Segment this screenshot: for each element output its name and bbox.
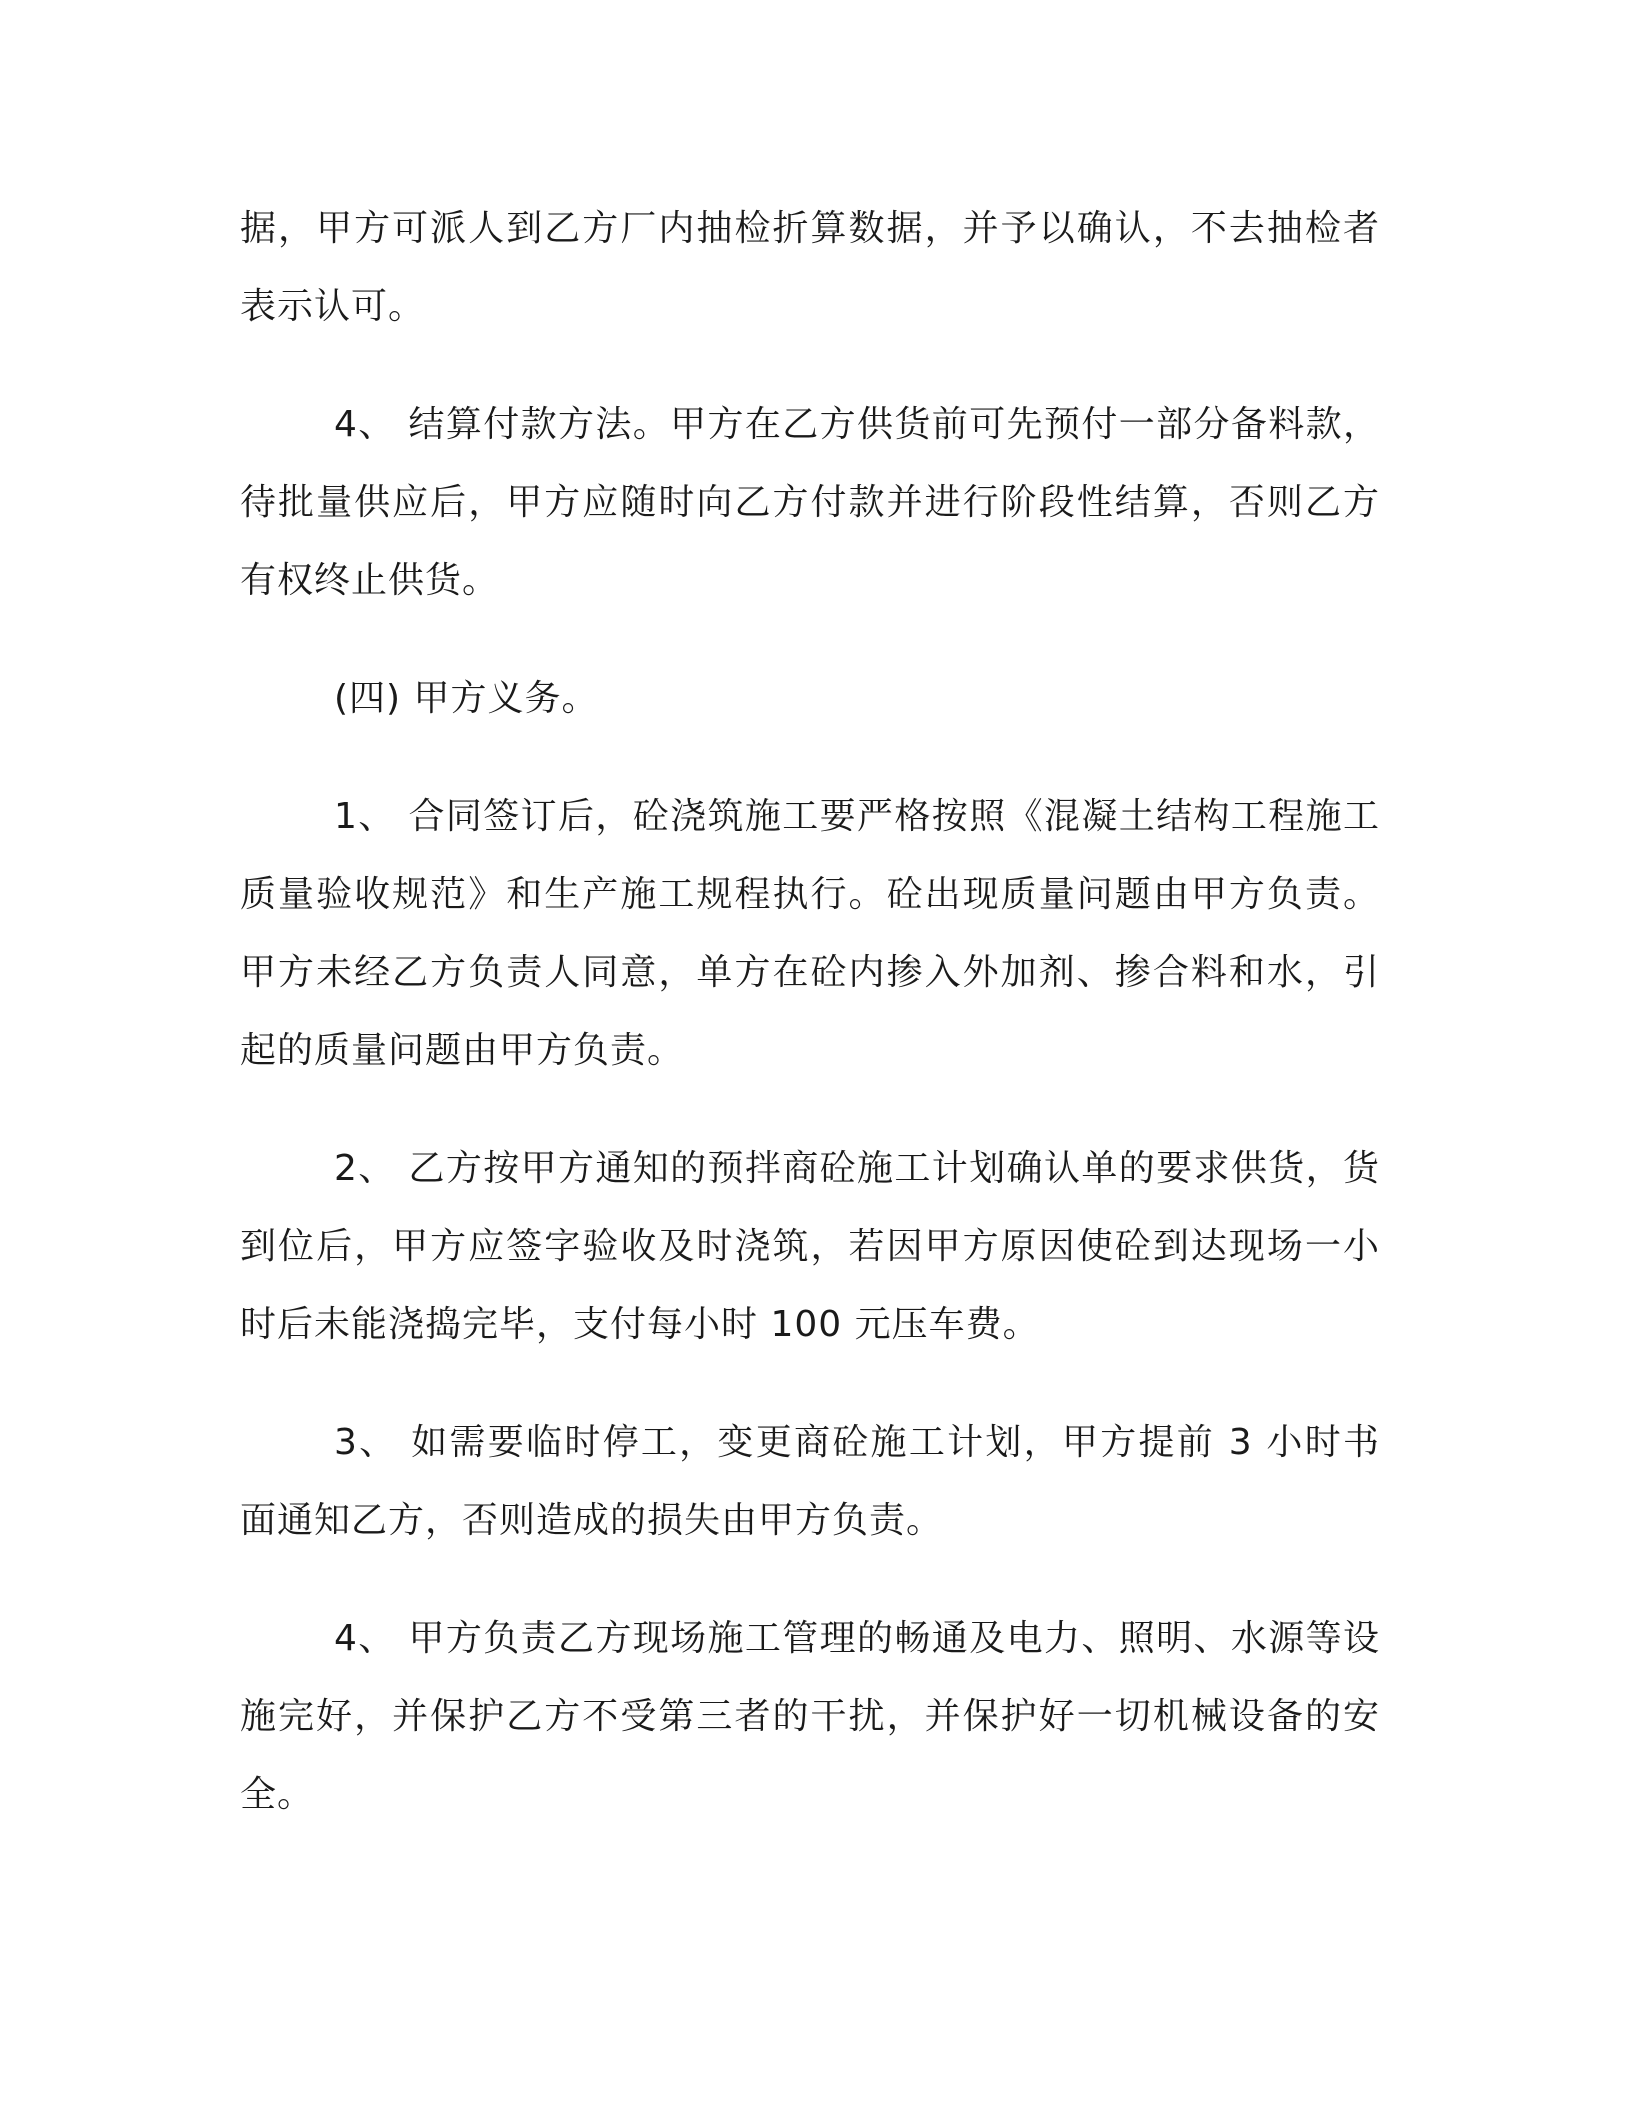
paragraph-obligation-2: 2、 乙方按甲方通知的预拌商砼施工计划确认单的要求供货，货到位后，甲方应签字验收及时浇筑，若因甲方原因使砼到达现场一小时后未能浇捣完毕，支付每小时 100 元压车费。	[240, 1148, 1380, 1345]
paragraph-settlement-payment: 4、 结算付款方法。甲方在乙方供货前可先预付一部分备料款，待批量供应后，甲方应随时向乙方付款并进行阶段性结算，否则乙方有权终止供货。	[240, 404, 1380, 601]
paragraph-obligation-3: 3、 如需要临时停工，变更商砼施工计划，甲方提前 3 小时书面通知乙方，否则造成的损失由甲方负责。	[240, 1422, 1380, 1541]
document-body	[240, 190, 1380, 1834]
section-heading-party-a-obligations: (四) 甲方义务。	[334, 678, 599, 719]
paragraph-obligation-4: 4、 甲方负责乙方现场施工管理的畅通及电力、照明、水源等设施完好，并保护乙方不受第三者的干扰，并保护好一切机械设备的安全。	[240, 1618, 1380, 1815]
paragraph-obligation-1: 1、 合同签订后，砼浇筑施工要严格按照《混凝土结构工程施工质量验收规范》和生产施工规程执行。砼出现质量问题由甲方负责。甲方未经乙方负责人同意，单方在砼内掺入外加剂、掺合料和水，引起的质量问题由甲方负责。	[240, 796, 1380, 1071]
paragraph-continuation: 据，甲方可派人到乙方厂内抽检折算数据，并予以确认，不去抽检者表示认可。	[240, 208, 1380, 327]
